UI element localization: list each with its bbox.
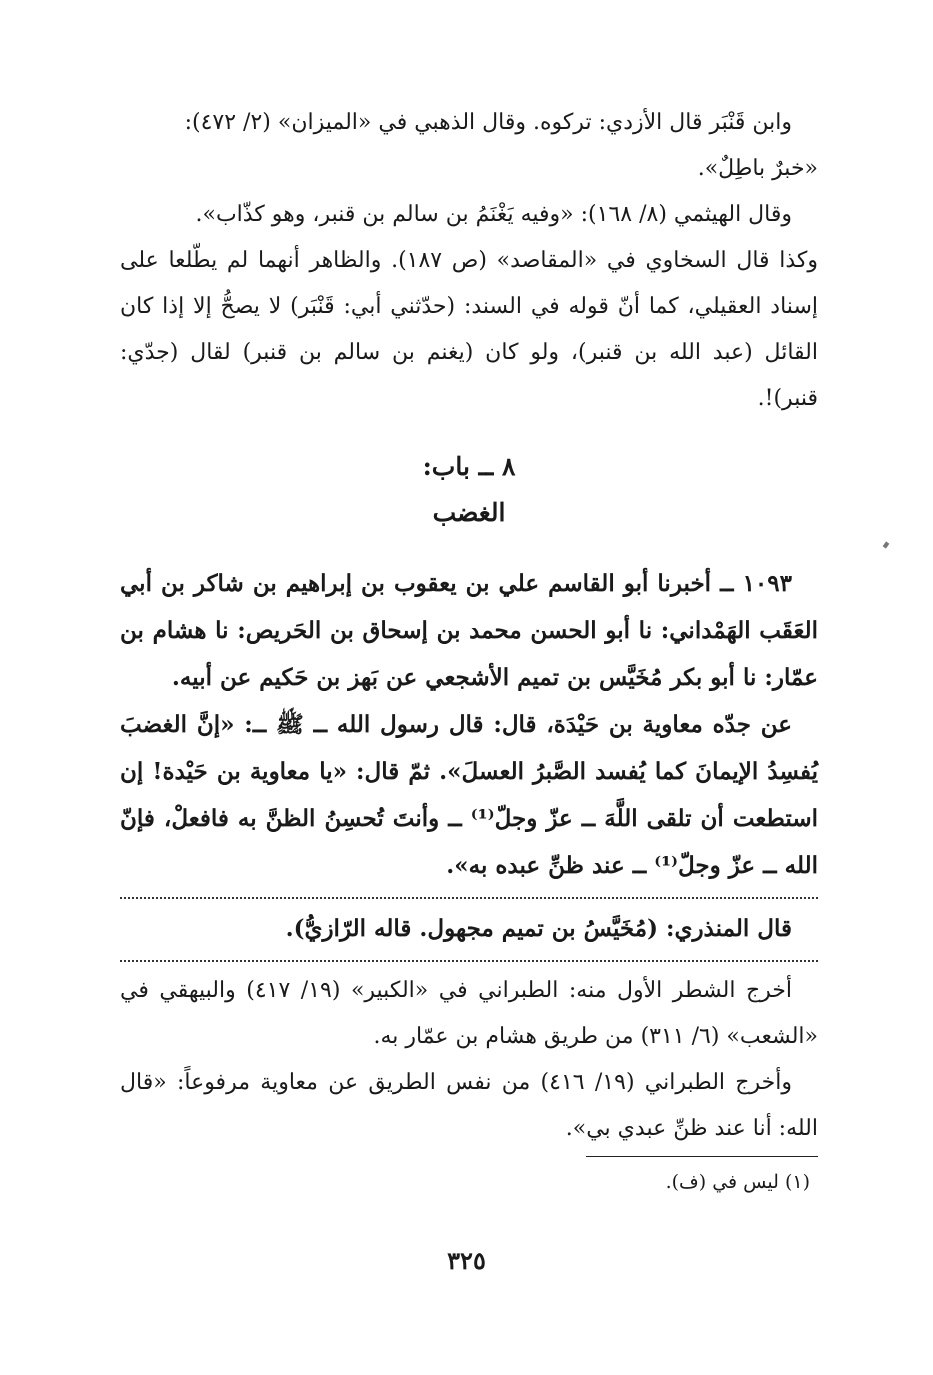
intro-line-1: وابن قَنْبَر قال الأزدي: تركوه. وقال الذهبي في «الميزان» (٢/ ٤٧٢):: [184, 110, 792, 135]
dotted-divider-top: [120, 897, 818, 899]
page-body: [120, 100, 818, 1199]
hadith-isnad: ١٠٩٣ ــ أخبرنا أبو القاسم علي بن يعقوب بن إبراهيم بن شاكر بن أبي العَقَب الهَمْداني: نا أبو الحسن محمد بن إسحاق بن الحَريص: نا هشام بن عمّار: نا أبو بكر مُخَيَّس بن تميم الأشجعي عن بَهز بن حَكيم عن أبيه.: [120, 570, 818, 691]
dotted-divider-bottom: [120, 960, 818, 962]
takhrij-first: أخرج الشطر الأول منه: الطبراني في «الكبير» (١٩/ ٤١٧) والبيهقي في «الشعب» (٦/ ٣١١) من طريق هشام بن عمّار به.: [120, 978, 818, 1049]
scan-mark: [883, 541, 890, 548]
chapter-number: ٨ ــ باب:: [422, 452, 516, 481]
section-spacer: [120, 536, 818, 560]
page-number: ٣٢٥: [447, 1246, 486, 1275]
hadith-matn: عن جدّه معاوية بن حَيْدَة، قال: قال رسول الله ــ ﷺ ــ: «إنَّ الغضبَ يُفسِدُ الإيمانَ كما يُفسد الصَّبرُ العسلَ». ثمّ قال: «يا معاوية بن حَيْدة! إن استطعت أن تلقى اللَّهَ ــ عزّ وجلّ⁽¹⁾ ــ وأنتَ تُحسِنُ الظنَّ به فافعلْ، فإنّ الله ــ عزّ وجلّ⁽¹⁾ ــ عند ظنِّ عبده به».: [120, 711, 818, 879]
sakhawi-paragraph: وكذا قال السخاوي في «المقاصد» (ص ١٨٧). والظاهر أنهما لم يطّلعا على إسناد العقيلي، كما أنّ قوله في السند: (حدّثني أبي: قَنْبَر) لا يصحُّ إلا إذا كان القائل (عبد الله بن قنبر)، ولو كان (يغنم بن سالم بن قنبر) لقال (جدّي: قنبر)!.: [120, 248, 818, 411]
intro-line-2: «خبرٌ باطِلٌ».: [697, 156, 818, 181]
haythami-paragraph: وقال الهيثمي (٨/ ١٦٨): «وفيه يَغْنَمُ بن سالم بن قنبر، وهو كذّاب».: [195, 202, 792, 227]
chapter-title: الغضب: [432, 498, 506, 527]
footnote-1: (١) ليس في (ف).: [665, 1171, 810, 1193]
takhrij-second: وأخرج الطبراني (١٩/ ٤١٦) من نفس الطريق عن معاوية مرفوعاً: «قال الله: أنا عند ظنِّ عبدي بي».: [120, 1070, 818, 1141]
mundhiri-note: قال المنذري: (مُخَيَّسُ بن تميم مجهول. قاله الرّازيُّ).: [285, 915, 792, 942]
footnote-separator: [586, 1156, 818, 1157]
